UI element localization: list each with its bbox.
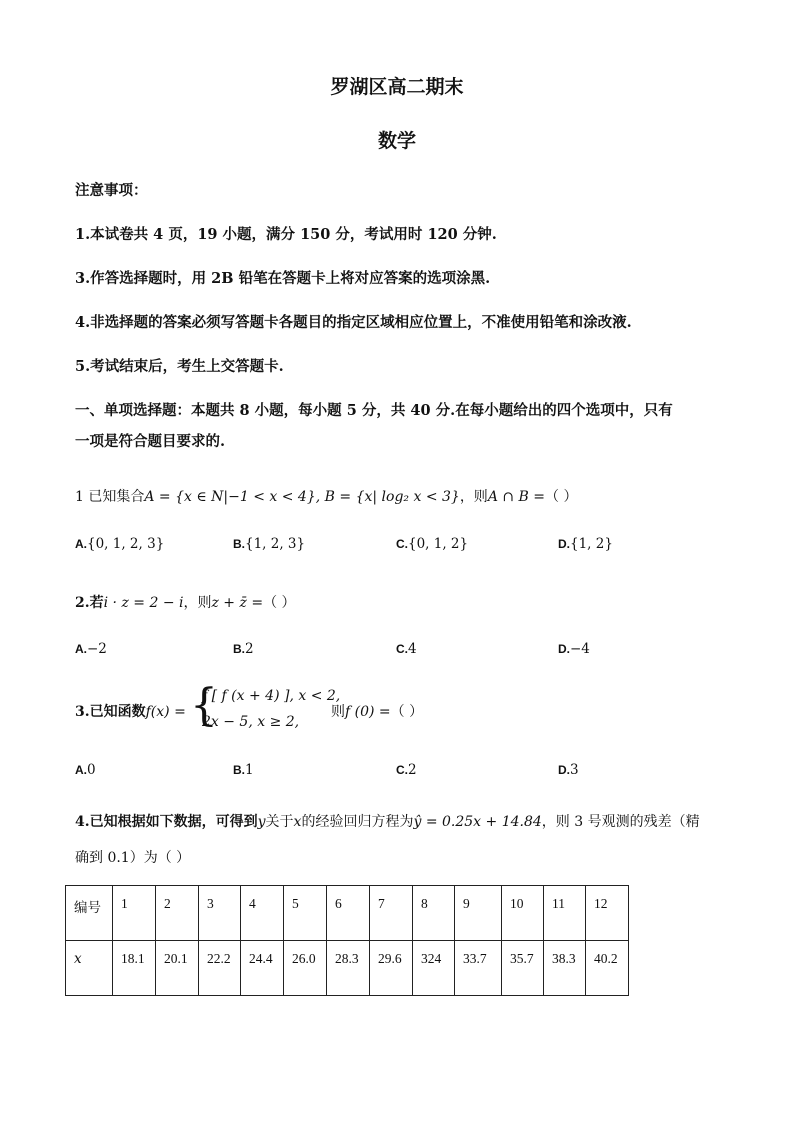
table-cell: 编号 bbox=[66, 886, 113, 941]
q4-equation: ŷ = 0.25x + 14.84 bbox=[413, 814, 542, 830]
section-heading-line1: 一、单项选择题：本题共 8 小题，每小题 5 分，共 40 分.在每小题给出的四个选项中，只有 bbox=[75, 402, 673, 419]
notice-item-4: 4.非选择题的答案必须写答题卡各题目的指定区域相应位置上，不准使用铅笔和涂改液. bbox=[75, 314, 632, 331]
q3-option-c: C.2 bbox=[396, 762, 417, 778]
question-4-line2: 确到 0.1）为（ ） bbox=[75, 850, 191, 866]
table-cell: 26.0 bbox=[284, 941, 327, 996]
table-cell: 8 bbox=[413, 886, 455, 941]
table-cell: 29.6 bbox=[370, 941, 413, 996]
q3-prefix-row bbox=[75, 701, 186, 721]
q3-option-a: A.0 bbox=[75, 762, 96, 778]
q3-prefix: 3.已知函数 bbox=[75, 704, 146, 720]
table-cell: 20.1 bbox=[156, 941, 199, 996]
table-cell: 24.4 bbox=[241, 941, 284, 996]
q2-paren: （ ） bbox=[263, 595, 296, 611]
table-cell: 5 bbox=[284, 886, 327, 941]
q1-paren: （ ） bbox=[545, 489, 578, 505]
table-cell: 33.7 bbox=[455, 941, 502, 996]
q1-set-b: , B = {x| log₂ x < 3} bbox=[315, 489, 460, 505]
q3-option-b: B.1 bbox=[233, 762, 254, 778]
q2-expression: z + z̄ = bbox=[211, 595, 264, 611]
question-1 bbox=[75, 486, 577, 506]
exam-title: 罗湖区高二期末 bbox=[330, 76, 464, 98]
table-cell: 4 bbox=[241, 886, 284, 941]
table-cell: 18.1 bbox=[113, 941, 156, 996]
table-cell: 2 bbox=[156, 886, 199, 941]
q3-option-d: D.3 bbox=[558, 762, 579, 778]
q3-expression: f (0) = bbox=[345, 704, 391, 720]
q3-paren: （ ） bbox=[390, 704, 424, 720]
table-row bbox=[66, 941, 629, 996]
q1-option-a: A.{0, 1, 2, 3} bbox=[75, 536, 165, 552]
q1-prefix: 1 已知集合 bbox=[75, 489, 145, 505]
table-cell: 324 bbox=[413, 941, 455, 996]
table-cell: 6 bbox=[327, 886, 370, 941]
table-cell: 40.2 bbox=[586, 941, 629, 996]
q2-option-c: C.4 bbox=[396, 641, 417, 657]
table-cell: 28.3 bbox=[327, 941, 370, 996]
q3-tail bbox=[331, 701, 423, 721]
data-table bbox=[65, 885, 629, 996]
table-cell: 12 bbox=[586, 886, 629, 941]
table-cell: 3 bbox=[199, 886, 241, 941]
q2-option-a: A.−2 bbox=[75, 641, 107, 657]
table-cell: 7 bbox=[370, 886, 413, 941]
q2-option-b: B.2 bbox=[233, 641, 254, 657]
q3-fx: f(x) = bbox=[145, 704, 186, 720]
q2-mid: ，则 bbox=[183, 595, 212, 611]
notice-item-5: 5.考试结束后，考生上交答题卡. bbox=[75, 358, 284, 375]
q1-set-a: A = {x ∈ N|−1 < x < 4} bbox=[144, 489, 316, 505]
q1-suffix: ，则 bbox=[459, 489, 488, 505]
q2-option-d: D.−4 bbox=[558, 641, 590, 657]
notice-item-1: 1.本试卷共 4 页，19 小题，满分 150 分，考试用时 120 分钟. bbox=[75, 226, 497, 243]
notice-heading: 注意事项： bbox=[75, 182, 148, 199]
q3-mid: 则 bbox=[331, 704, 345, 720]
table-cell: x bbox=[66, 941, 113, 996]
q1-option-d: D.{1, 2} bbox=[558, 536, 613, 552]
q2-prefix: 2.若 bbox=[75, 595, 104, 611]
table-cell: 9 bbox=[455, 886, 502, 941]
q2-equation: i · z = 2 − i bbox=[103, 595, 184, 611]
section-heading-line2: 一项是符合题目要求的. bbox=[75, 433, 226, 450]
q1-expression: A ∩ B = bbox=[487, 489, 546, 505]
subject-title: 数学 bbox=[377, 130, 416, 152]
table-cell: 10 bbox=[502, 886, 544, 941]
q1-option-c: C.{0, 1, 2} bbox=[396, 536, 469, 552]
q3-brace: { bbox=[190, 680, 218, 731]
q3-case-1: f [ f (x + 4) ], x < 2, bbox=[202, 688, 341, 704]
table-cell: 35.7 bbox=[502, 941, 544, 996]
table-cell: 22.2 bbox=[199, 941, 241, 996]
table-cell: 11 bbox=[544, 886, 586, 941]
notice-item-3: 3.作答选择题时，用 2B 铅笔在答题卡上将对应答案的选项涂黑. bbox=[75, 270, 491, 287]
question-4-line1: 4.已知根据如下数据，可得到y关于x的经验回归方程为ŷ = 0.25x + 14.84，则 3 号观测的残差（精 bbox=[75, 814, 700, 830]
table-cell: 1 bbox=[113, 886, 156, 941]
table-cell: 38.3 bbox=[544, 941, 586, 996]
question-2 bbox=[75, 592, 296, 612]
table-row bbox=[66, 886, 629, 941]
q1-option-b: B.{1, 2, 3} bbox=[233, 536, 306, 552]
q3-case-2: 2x − 5, x ≥ 2, bbox=[202, 714, 300, 730]
